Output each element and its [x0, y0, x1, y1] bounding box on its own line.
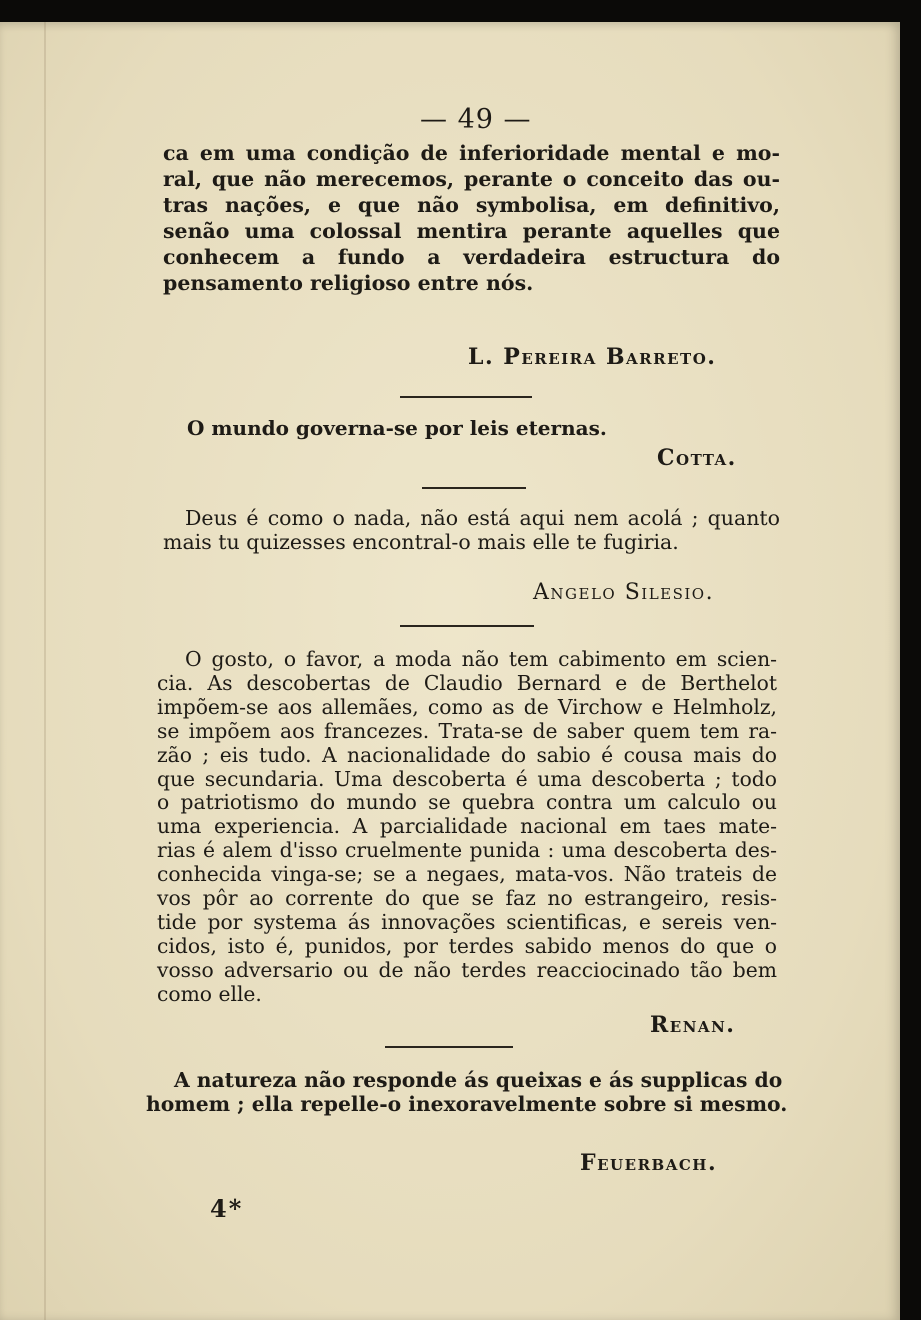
text-line: pensamento religioso entre nós. — [163, 271, 534, 295]
text-line: rias é alem d'isso cruelmente punida : uma descoberta des- — [157, 838, 777, 863]
text-line: como elle. — [157, 981, 262, 1006]
divider — [400, 396, 532, 398]
passage-barreto — [163, 140, 780, 296]
text-line: tras nações, e que não symbolisa, em definitivo, — [163, 193, 780, 217]
quote-cotta — [187, 416, 607, 440]
text-line: Deus é como o nada, não está aqui nem acolá ; quanto — [185, 506, 780, 530]
text-line: tide por systema ás innovações scientificas, e sereis ven- — [157, 909, 777, 934]
divider — [422, 487, 526, 489]
text-line: O gosto, o favor, a moda não tem cabimento em scien- — [185, 647, 777, 671]
author-silesio: Angelo Silesio. — [533, 580, 715, 605]
text-line: ca em uma condição de inferioridade mental e mo- — [163, 141, 780, 165]
text-line: uma experiencia. A parcialidade nacional em taes mate- — [157, 814, 777, 839]
author-cotta: Cotta. — [657, 445, 737, 471]
text-line: senão uma colossal mentira perante aquelles que — [163, 219, 780, 243]
quote-silesio — [163, 506, 780, 554]
text-line: cidos, isto é, punidos, por terdes sabido menos do que o — [157, 933, 777, 958]
author-feuerbach: Feuerbach. — [580, 1150, 718, 1176]
text-line: homem ; ella repelle-o inexoravelmente sobre si mesmo. — [146, 1092, 788, 1116]
text-line: se impõem aos francezes. Trata-se de saber quem tem ra- — [157, 718, 777, 743]
book-page — [0, 22, 900, 1320]
text-line: ral, que não merecemos, perante o conceito das ou- — [163, 167, 780, 191]
text-line: conhecem a fundo a verdadeira estructura do — [163, 245, 780, 269]
text-line: que secundaria. Uma descoberta é uma descoberta ; todo — [157, 766, 777, 791]
text-line: vos pôr ao corrente do que se faz no estrangeiro, resis- — [157, 886, 777, 911]
text-line: O mundo governa-se por leis eternas. — [187, 416, 607, 440]
text-line: cia. As descobertas de Claudio Bernard e de Berthelot — [157, 670, 777, 695]
author-barreto: L. Pereira Barreto. — [468, 344, 717, 370]
text-line: conhecida vinga-se; se a negaes, mata-vos. Não trateis de — [157, 862, 777, 887]
text-line: zão ; eis tudo. A nacionalidade do sabio é cousa mais do — [157, 742, 777, 767]
text-line: A natureza não responde ás queixas e ás supplicas do — [174, 1068, 783, 1092]
quote-renan — [157, 648, 777, 1007]
printer-signature: 4* — [210, 1194, 244, 1223]
author-renan: Renan. — [650, 1012, 736, 1038]
divider — [400, 625, 534, 627]
page-number: — 49 — — [420, 104, 532, 135]
quote-feuerbach — [146, 1068, 788, 1116]
text-line: o patriotismo do mundo se quebra contra um calculo ou — [157, 790, 777, 815]
divider — [385, 1046, 513, 1048]
text-line: impõem-se aos allemães, como as de Virchow e Helmholz, — [157, 694, 777, 719]
text-line: mais tu quizesses encontral-o mais elle te fugiria. — [163, 530, 679, 554]
text-line: vosso adversario ou de não terdes reacciocinado tão bem — [157, 957, 777, 982]
page-fold — [44, 22, 46, 1320]
